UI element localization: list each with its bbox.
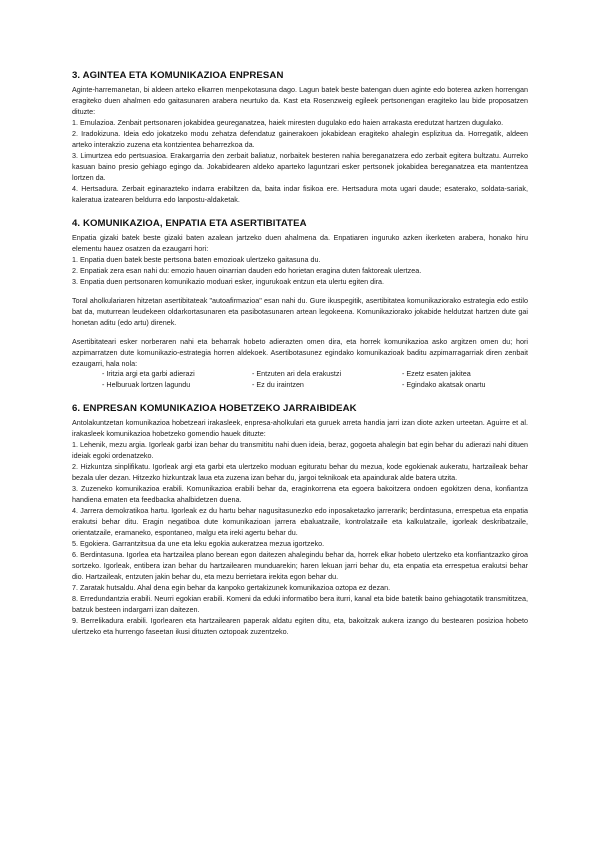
- section-title: 4. KOMUNIKAZIOA, ENPATIA ETA ASERTIBITATEA: [72, 218, 307, 229]
- list-item: 3. Zuzeneko komunikazioa erabili. Komunikazioa erabili behar da, eraginkorrena eta egoera bakoitzera ondoen egokitzen dena, konfiantza handiena ematen eta feedbacka ahalbidetzen duena.: [72, 484, 528, 504]
- list-item: - Entzuten ari dela erakustzi: [252, 369, 342, 378]
- section-guidelines: [72, 403, 528, 637]
- list-item: 7. Zaratak hutsaldu. Ahal dena egin behar da kanpoko gertakizunek komunikazioa oztopa ez dezan.: [72, 583, 391, 592]
- section-empathy: [72, 218, 528, 390]
- list-item: 3. Limurtzea edo pertsuasioa. Erakargarria den zerbait baliatuz, norbaitek besteren nahia bereganatzera edo zerbait egitera bultzatu. Aurreko kasuan baino presio gehiago egingo da. Jokabidearen aldeko aparteko laguntzari esker pertsonek jokabidea bereganatzea eta mantentzea lortzen da.: [72, 151, 528, 182]
- list-item: - Egindako akatsak onartu: [402, 379, 486, 389]
- paragraph: Asertibitateari esker norberaren nahi eta beharrak hobeto adierazten omen dira, eta horrek komunikazioa asko argitzen omen du; hori azpimarratzen dute komunikazio-estrategia horren aldekoek. Asertibotasunez egindako komunikazioak baditu azpimarragarriak diren zenbait ezaugarri, hala nola:: [72, 337, 528, 368]
- section-authority: [72, 70, 528, 205]
- section-title: 3. AGINTEA ETA KOMUNIKAZIOA ENPRESAN: [72, 70, 284, 81]
- list-item: 2. Hizkuntza sinplifikatu. Igorleak argi eta garbi eta ulertzeko moduan egituratu behar du mezua, kode egokienak aukeratu, hartzaileak behar bezala uler dezan. Hitzezko hizkuntzak laua eta zuzena izan behar du, jargoi teknikoak eta apaindurak alde batera utzita.: [72, 462, 528, 482]
- list-item: 1. Enpatia duen batek beste pertsona baten emozioak ulertzeko gaitasuna du.: [72, 255, 321, 264]
- section-title: 6. ENPRESAN KOMUNIKAZIOA HOBETZEKO JARRAIBIDEAK: [72, 403, 357, 414]
- list-item: - Ezetz esaten jakitea: [402, 369, 471, 378]
- list-item: - Iritzia argi eta garbi adierazi: [102, 369, 195, 378]
- list-item: 5. Egokiera. Garrantzitsua da une eta leku egokia aukeratzea mezua igortzeko.: [72, 539, 325, 548]
- list-item: 8. Erredundantzia erabili. Neurri egokian erabili. Komeni da eduki informatibo bera iturri, kanal eta bide batetik baino gehiagotatik transmititzea, batzuk besteen indargarri izan daitezen.: [72, 594, 528, 614]
- list-item: 3. Enpatia duen pertsonaren komunikazio moduari esker, ingurukoak entzun eta ulertu egiten dira.: [72, 277, 385, 286]
- document-page: [72, 70, 528, 650]
- paragraph: Enpatia gizaki batek beste gizaki baten azalean jartzeko duen ahalmena da. Enpatiaren inguruko azken ikerketen arabera, honako hiru elementu hauez osatzen da ezaugarri hori:: [72, 233, 528, 253]
- assertive-traits-list: [102, 369, 528, 390]
- paragraph: Toral aholkulariaren hitzetan asertibitateak "autoafirmazioa" esan nahi du. Gure ikuspegitik, asertibitatea komunikaziorako estrategia edo estilo bat da, muturrean leudekeen oldarkortasunaren eta pasibotasunaren artean legokeena. Komunikaziorako jokabide heldutzat hartzen dute gai honetan aditu (edo artu) direnek.: [72, 296, 528, 327]
- paragraph: Antolakuntzetan komunikazioa hobetzeari irakasleek, enpresa-aholkulari eta guruek arreta handia jarri izan diote azken urteetan. Aguirre et al. irakasleek komunikazioa hobetzeko gomendio hauek dituzte:: [72, 418, 528, 438]
- list-item: 4. Hertsadura. Zerbait eginarazteko indarra erabiltzen da, baita indar fisikoa ere. Hertsadura mota ugari daude; esaterako, soldata-sariak, kaleratua izatearen beldurra edo lanpostu-aldaketak.: [72, 184, 528, 204]
- list-item: - Helburuak lortzen lagundu: [102, 379, 191, 389]
- list-item: 1. Lehenik, mezu argia. Igorleak garbi izan behar du transmititu nahi duen ideia, beraz, gogoeta ahalegin bat egin behar du adierazi nahi dituen ideiak egoki ordenatzeko.: [72, 440, 528, 460]
- list-item: 6. Berdintasuna. Igorlea eta hartzailea plano berean egon daitezen ahalegindu behar da, horrek elkar hobeto ulertzeko eta konfiantzazko giroa sortzeko. Igorleak, entibera izan behar du hartzailearen munduarekin; haren lekuan jarri behar du, eta enpatia eta errespetua erakutsi behar dio. Hartzaileak, entzuten jakin behar du, eta mezu berrietara irekita egon behar du.: [72, 550, 528, 581]
- list-item: 2. Iradokizuna. Ideia edo jokatzeko modu zehatza defendatuz gainerakoen jokabidean eragiteko ahalegin esplizitua da. Horregatik, aldeen arteko interakzio zuzena eta kontzientea beharrezkoa da.: [72, 129, 528, 149]
- list-item: 1. Emulazioa. Zenbait pertsonaren jokabidea geureganatzea, haiek miresten dugulako edo haien arrakasta eredutzat hartzen dugulako.: [72, 118, 504, 127]
- list-item: 4. Jarrera demokratikoa hartu. Igorleak ez du hartu behar nagusitasunezko edo inposaketazko jarrerarik; berdintasuna, errespetua eta enpatia erakutsi behar ditu. Eragin negatiboa dute komunikazioan jarrera ebaluatzaile, kontrolatzaile eta kalkulatzaile, igorleak deskribatzaile, orientatzaile, eramaneko, espontaneo, malgu eta ireki agertu behar du.: [72, 506, 528, 537]
- list-item: - Ez du iraintzen: [252, 379, 304, 389]
- list-item: 2. Enpatiak zera esan nahi du: emozio hauen oinarrian dauden edo horietan eragina duten faktoreak ulertzea.: [72, 266, 422, 275]
- list-item: 9. Berrelikadura erabili. Igorlearen eta hartzailearen paperak aldatu egiten ditu, eta, bakoitzak aukera izango du bestearen posizioa hobeto ulertzeko eta hurrengo faseetan ikusi dituzten oztopoak zuzentzeko.: [72, 616, 528, 636]
- paragraph: Aginte-harremanetan, bi aldeen arteko elkarren menpekotasuna dago. Lagun batek beste batengan duen aginte edo boterea azken horrengan eragiteko duen ahalmen edo gaitasunaren arabera neurtuko da. Kast eta Rosenzweig egileek pertsonengan eragiteko lau bide proposatzen dituzte:: [72, 85, 528, 116]
